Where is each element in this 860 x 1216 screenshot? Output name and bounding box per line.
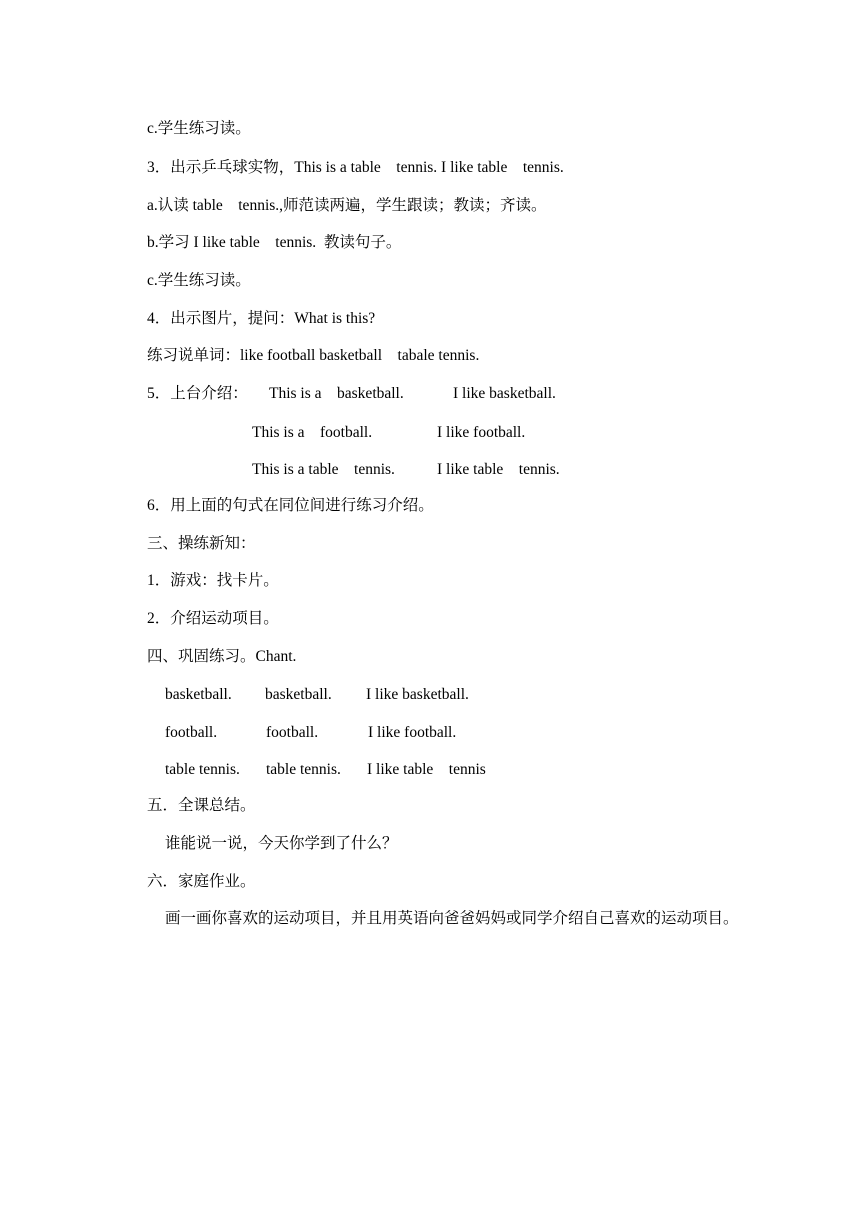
intro-sentence: This is a football. [252, 424, 373, 441]
intro-sentence: I like basketball. [453, 385, 556, 402]
section-heading: 六．家庭作业。 [147, 873, 256, 890]
text-line: 谁能说一说，今天你学到了什么？ [165, 835, 398, 852]
chant-row [165, 760, 565, 780]
intro-label: 5．上台介绍： [147, 385, 248, 402]
chant-word: basketball. [265, 686, 332, 703]
section-heading: 四、巩固练习。Chant. [147, 648, 297, 665]
chant-row [165, 723, 565, 743]
text-line: b.学习 I like table tennis. 教读句子。 [147, 234, 402, 251]
intro-sentence: This is a basketball. [269, 385, 404, 402]
intro-sentence: This is a table tennis. [252, 461, 395, 478]
text-line: 练习说单词：like football basketball tabale tennis. [147, 347, 480, 364]
chant-word: table tennis. [266, 761, 341, 778]
text-line: 2．介绍运动项目。 [147, 610, 279, 627]
chant-sentence: I like basketball. [366, 686, 469, 703]
text-line: 4．出示图片，提问：What is this? [147, 310, 376, 327]
intro-row [252, 460, 652, 480]
chant-sentence: I like football. [368, 724, 457, 741]
chant-sentence: I like table tennis [367, 761, 486, 778]
text-line: a.认读 table tennis.,师范读两遍，学生跟读；教读；齐读。 [147, 197, 547, 214]
text-line: 3．出示乒乓球实物，This is a table tennis. I like table tennis. [147, 159, 564, 176]
text-line: 1．游戏：找卡片。 [147, 572, 279, 589]
text-line: c.学生练习读。 [147, 272, 251, 289]
text-line: 6．用上面的句式在同位间进行练习介绍。 [147, 497, 434, 514]
chant-word: basketball. [165, 686, 232, 703]
intro-sentence: I like table tennis. [437, 461, 560, 478]
chant-row [165, 685, 565, 705]
chant-word: table tennis. [165, 761, 240, 778]
homework-paragraph: 画一画你喜欢的运动项目，并且用英语向爸爸妈妈或同学介绍自己喜欢的运动项目。 [165, 910, 739, 927]
section-heading: 三、操练新知： [147, 535, 256, 552]
text-line: c.学生练习读。 [147, 120, 251, 137]
chant-word: football. [266, 724, 319, 741]
intro-row [147, 384, 647, 404]
chant-word: football. [165, 724, 218, 741]
intro-sentence: I like football. [437, 424, 526, 441]
section-heading: 五．全课总结。 [147, 797, 256, 814]
intro-row [252, 423, 652, 443]
